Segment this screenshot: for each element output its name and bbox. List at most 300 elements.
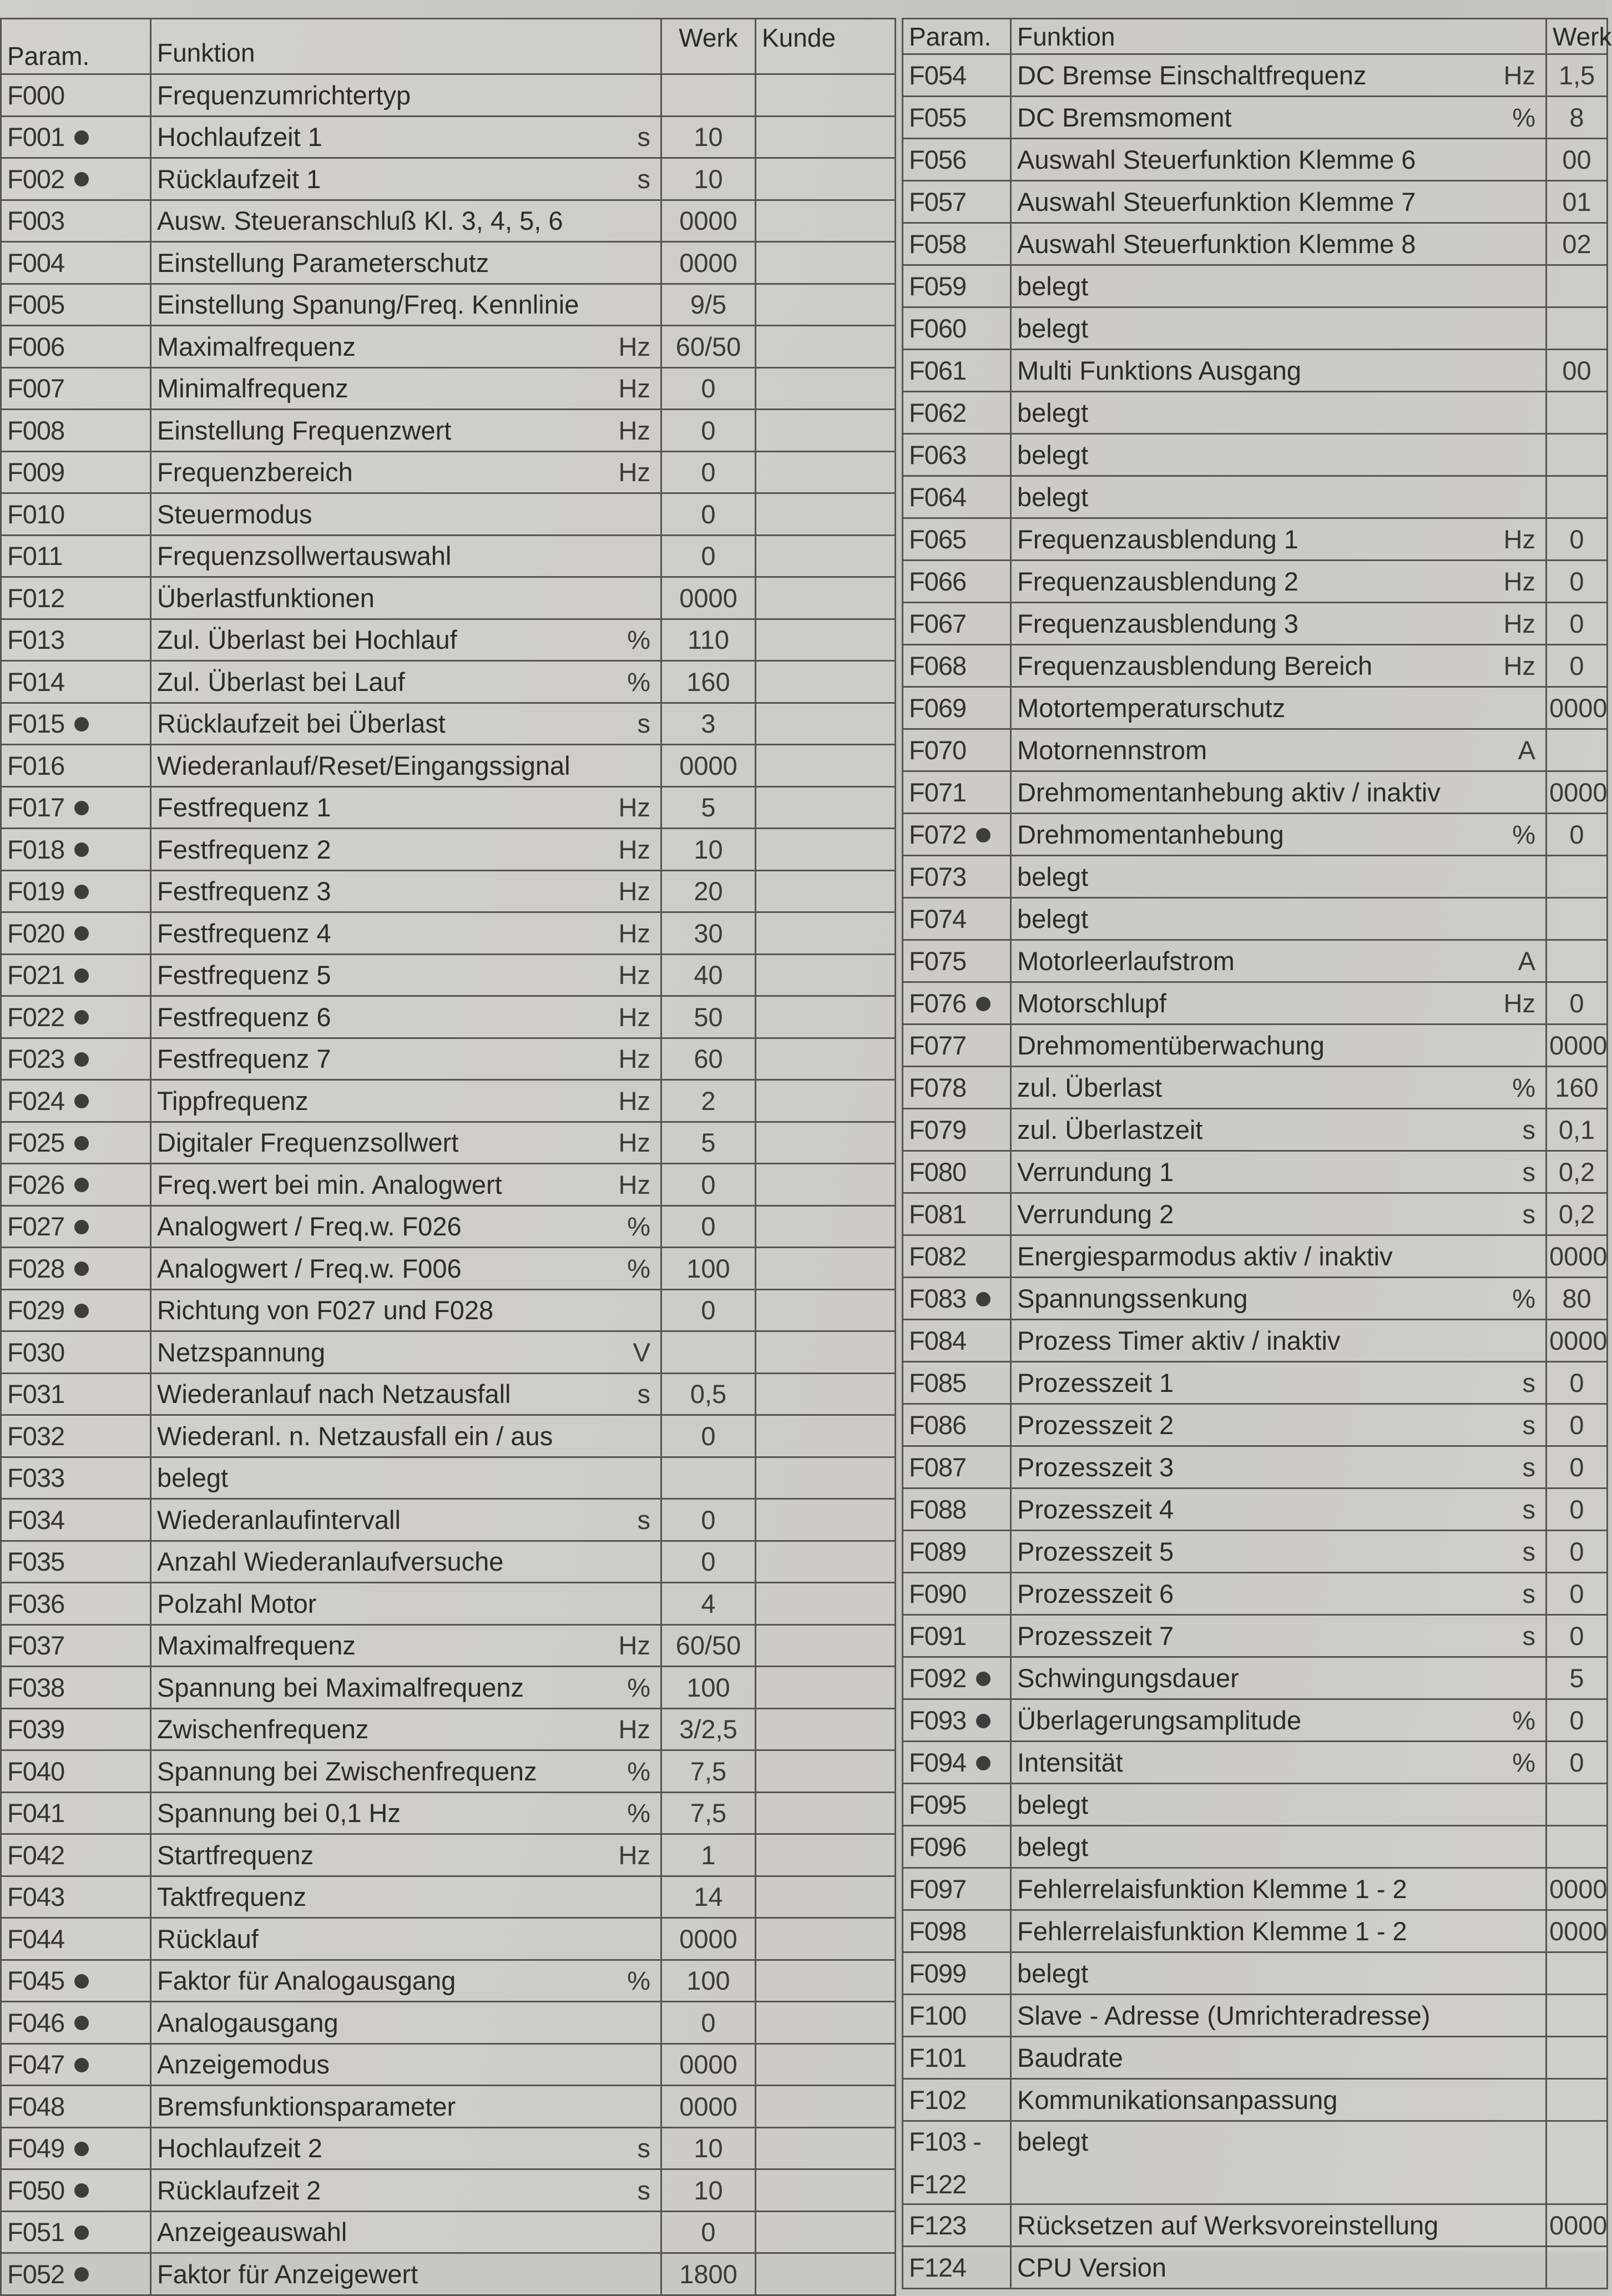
param-code: F019 <box>7 876 65 906</box>
funktion-label: Einstellung Frequenzwert <box>157 415 452 445</box>
funktion-cell <box>151 1918 661 1960</box>
param-code: F010 <box>7 499 65 529</box>
unit-label: Hz <box>618 834 650 864</box>
funktion-label: Slave - Adresse (Umrichteradresse) <box>1017 2001 1431 2030</box>
funktion-label: Auswahl Steuerfunktion Klemme 8 <box>1017 229 1416 259</box>
param-cell <box>1 1834 151 1876</box>
werk-value: 0000 <box>1547 1025 1608 1067</box>
werk-value: 4 <box>661 1583 756 1625</box>
funktion-cell <box>151 661 661 703</box>
funktion-cell <box>151 493 661 536</box>
werk-value: 5 <box>1547 1657 1608 1699</box>
kunde-value <box>756 996 896 1038</box>
werk-value: 5 <box>661 786 756 829</box>
funktion-label: belegt <box>1017 398 1089 427</box>
funktion-label: Schwingungsdauer <box>1017 1663 1239 1693</box>
param-code: F092 <box>909 1663 967 1693</box>
param-cell <box>903 54 1011 97</box>
unit-label: V <box>633 1337 650 1367</box>
param-cell <box>1 1457 151 1499</box>
table-row <box>903 1320 1608 1362</box>
unit-label: % <box>627 1212 650 1242</box>
funktion-label: Faktor für Anzeigewert <box>157 2259 418 2289</box>
param-cell <box>903 1278 1011 1320</box>
param-code: F008 <box>7 415 65 445</box>
unit-label: Hz <box>618 415 650 445</box>
werk-value: 0000 <box>661 200 756 242</box>
param-code: F014 <box>7 667 65 697</box>
funktion-cell <box>1011 97 1547 139</box>
unit-label: Hz <box>1503 651 1535 680</box>
funktion-cell <box>151 2086 661 2128</box>
param-cell <box>903 307 1011 350</box>
werk-value: 00 <box>1547 139 1608 181</box>
param-cell <box>903 1995 1011 2037</box>
werk-value: 20 <box>661 870 756 912</box>
unit-label: Hz <box>618 918 650 948</box>
werk-value: 0000 <box>661 242 756 284</box>
right-parameter-sheet <box>902 18 1612 2282</box>
werk-value: 7,5 <box>661 1792 756 1834</box>
unit-label: s <box>637 164 650 194</box>
table-row <box>903 2204 1608 2247</box>
unit-label: s <box>637 1505 650 1535</box>
werk-value: 0,2 <box>1547 1193 1608 1235</box>
param-cell <box>903 603 1011 645</box>
kunde-value <box>756 1373 896 1415</box>
funktion-cell <box>151 116 661 158</box>
werk-value: 00 <box>1547 350 1608 392</box>
unit-label: s <box>637 2133 650 2163</box>
werk-value: 0 <box>1547 1573 1608 1615</box>
table-row <box>903 1995 1608 2037</box>
werk-value: 0 <box>661 535 756 577</box>
param-cell <box>1 493 151 536</box>
funktion-cell <box>1011 1404 1547 1446</box>
table-row <box>1 1960 896 2002</box>
param-code: F123 <box>909 2211 967 2240</box>
kunde-value <box>756 284 896 326</box>
funktion-label: Motorleerlaufstrom <box>1017 946 1235 976</box>
unit-label: Hz <box>618 1169 650 1199</box>
funktion-cell <box>151 2043 661 2086</box>
unit-label: s <box>1522 1368 1535 1397</box>
unit-label: Hz <box>618 1002 650 1032</box>
param-code: F031 <box>7 1379 65 1409</box>
funktion-cell <box>1011 1573 1547 1615</box>
param-code: F088 <box>909 1495 967 1524</box>
param-cell <box>1 2253 151 2295</box>
werk-value <box>661 74 756 117</box>
kunde-value <box>756 367 896 410</box>
funktion-label: Hochlaufzeit 1 <box>157 122 322 152</box>
param-code: F026 <box>7 1169 65 1199</box>
unit-label: s <box>1522 1537 1535 1566</box>
funktion-label: Überlastfunktionen <box>157 583 375 613</box>
funktion-label: DC Bremse Einschaltfrequenz <box>1017 60 1367 90</box>
werk-value: 0 <box>1547 1699 1608 1742</box>
funktion-cell <box>151 1583 661 1625</box>
param-cell <box>1 954 151 996</box>
werk-value <box>1547 307 1608 350</box>
param-code: F055 <box>909 103 967 132</box>
funktion-label: Multi Funktions Ausgang <box>1017 356 1302 385</box>
werk-value: 02 <box>1547 223 1608 265</box>
unit-label: Hz <box>618 1086 650 1116</box>
unit-label: % <box>627 625 650 655</box>
table-row <box>903 645 1608 687</box>
table-row <box>1 996 896 1038</box>
param-cell <box>1 619 151 661</box>
param-code: F067 <box>909 609 967 638</box>
table-row <box>1 200 896 242</box>
werk-value: 30 <box>661 912 756 955</box>
param-code: F006 <box>7 331 65 361</box>
funktion-cell <box>1011 561 1547 603</box>
werk-value: 60/50 <box>661 326 756 368</box>
param-code: F084 <box>909 1326 967 1355</box>
funktion-label: Wiederanlaufintervall <box>157 1505 401 1535</box>
funktion-cell <box>1011 1699 1547 1742</box>
param-code: F056 <box>909 145 967 174</box>
unit-label: Hz <box>618 1714 650 1744</box>
werk-value <box>1547 392 1608 434</box>
funktion-cell <box>151 2253 661 2295</box>
funktion-cell <box>1011 518 1547 561</box>
funktion-cell <box>1011 1531 1547 1573</box>
funktion-label: Faktor für Analogausgang <box>157 1966 456 1996</box>
funktion-label: Spannung bei Maximalfrequenz <box>157 1672 524 1702</box>
table-row <box>1 367 896 410</box>
werk-value: 60 <box>661 1038 756 1080</box>
table-row <box>903 434 1608 476</box>
bullet-dot-icon <box>74 1304 89 1318</box>
werk-value: 2 <box>661 1080 756 1122</box>
param-cell <box>903 1320 1011 1362</box>
kunde-value <box>756 493 896 536</box>
param-code: F076 <box>909 988 967 1018</box>
unit-label: Hz <box>618 1840 650 1870</box>
table-row <box>903 1699 1608 1742</box>
funktion-label: Polzahl Motor <box>157 1588 317 1618</box>
funktion-label: Spannungssenkung <box>1017 1284 1248 1313</box>
param-code: F039 <box>7 1714 65 1744</box>
funktion-label: Analogwert / Freq.w. F006 <box>157 1253 462 1283</box>
kunde-value <box>756 954 896 996</box>
werk-value <box>1547 856 1608 898</box>
funktion-cell <box>1011 307 1547 350</box>
kunde-value <box>756 745 896 787</box>
funktion-cell <box>151 954 661 996</box>
werk-value: 0000 <box>661 1918 756 1960</box>
funktion-label: Prozesszeit 4 <box>1017 1495 1174 1524</box>
param-cell <box>1 158 151 200</box>
kunde-value <box>756 1164 896 1206</box>
werk-value: 0 <box>1547 518 1608 561</box>
funktion-label: Fehlerrelaisfunktion Klemme 1 - 2 <box>1017 1874 1407 1904</box>
bullet-dot-icon <box>74 717 89 731</box>
funktion-label: belegt <box>1017 482 1089 512</box>
param-code: F080 <box>909 1157 967 1187</box>
param-cell <box>1 912 151 955</box>
funktion-label: CPU Version <box>1017 2253 1167 2282</box>
funktion-label: Anzeigemodus <box>157 2050 330 2080</box>
param-code: F042 <box>7 1840 65 1870</box>
bullet-dot-icon <box>976 1756 991 1770</box>
kunde-value <box>756 116 896 158</box>
unit-label: % <box>627 667 650 697</box>
unit-label: s <box>637 2175 650 2205</box>
param-cell <box>1 284 151 326</box>
table-row <box>903 1109 1608 1151</box>
funktion-label: Motornennstrom <box>1017 735 1207 765</box>
param-code: F041 <box>7 1798 65 1828</box>
table-row <box>1 1080 896 1122</box>
param-code: F013 <box>7 625 65 655</box>
table-row <box>1 661 896 703</box>
bullet-dot-icon <box>976 1714 991 1728</box>
funktion-label: Rücksetzen auf Werksvoreinstellung <box>1017 2211 1439 2240</box>
werk-value: 10 <box>661 158 756 200</box>
werk-value: 100 <box>661 1960 756 2002</box>
werk-value: 160 <box>1547 1067 1608 1109</box>
param-cell <box>903 223 1011 265</box>
param-code: F027 <box>7 1212 65 1242</box>
funktion-label: Taktfrequenz <box>157 1882 307 1912</box>
funktion-label: Energiesparmodus aktiv / inaktiv <box>1017 1242 1393 1271</box>
param-cell <box>1 2169 151 2212</box>
werk-value: 0 <box>1547 1362 1608 1404</box>
funktion-label: Drehmomentüberwachung <box>1017 1031 1325 1060</box>
funktion-cell <box>1011 1067 1547 1109</box>
param-code-end: F122 <box>909 2169 967 2199</box>
werk-value: 0 <box>661 1205 756 1248</box>
unit-label: s <box>1522 1199 1535 1229</box>
funktion-cell <box>1011 350 1547 392</box>
funktion-cell <box>151 200 661 242</box>
werk-value: 10 <box>661 2127 756 2169</box>
table-row <box>903 1657 1608 1699</box>
param-cell <box>903 814 1011 856</box>
param-cell <box>903 2204 1011 2247</box>
werk-value: 3 <box>661 703 756 745</box>
header-kunde: Kunde <box>756 19 896 74</box>
table-row <box>903 1784 1608 1826</box>
param-cell <box>1 870 151 912</box>
kunde-value <box>756 1122 896 1164</box>
bullet-dot-icon <box>74 885 89 899</box>
funktion-cell <box>151 1541 661 1583</box>
param-cell <box>903 1826 1011 1868</box>
param-cell <box>1 1205 151 1248</box>
param-code: F091 <box>909 1621 967 1651</box>
param-code: F081 <box>909 1199 967 1229</box>
werk-value: 0000 <box>1547 2204 1608 2247</box>
table-row <box>1 786 896 829</box>
kunde-value <box>756 829 896 871</box>
werk-value: 50 <box>661 996 756 1038</box>
param-cell <box>903 350 1011 392</box>
param-code: F003 <box>7 206 65 236</box>
funktion-label: Netzspannung <box>157 1337 326 1367</box>
param-cell <box>1 786 151 829</box>
param-code: F065 <box>909 524 967 554</box>
funktion-cell <box>151 1331 661 1374</box>
table-row <box>903 1531 1608 1573</box>
table-row <box>1 1415 896 1457</box>
param-code: F016 <box>7 750 65 780</box>
funktion-label: Wiederanlauf/Reset/Eingangssignal <box>157 750 570 780</box>
param-cell <box>903 1531 1011 1573</box>
kunde-value <box>756 870 896 912</box>
param-code: F057 <box>909 187 967 216</box>
param-cell <box>1 2086 151 2128</box>
table-row <box>903 771 1608 814</box>
param-code: F049 <box>7 2133 65 2163</box>
param-code: F044 <box>7 1924 65 1954</box>
funktion-cell <box>1011 645 1547 687</box>
left-parameter-table <box>0 18 896 2296</box>
kunde-value <box>756 1708 896 1750</box>
funktion-label: Spannung bei Zwischenfrequenz <box>157 1756 537 1786</box>
param-code: F099 <box>909 1959 967 1988</box>
werk-value: 110 <box>661 619 756 661</box>
param-code: F007 <box>7 374 65 403</box>
table-row <box>1 284 896 326</box>
funktion-label: Wiederanl. n. Netzausfall ein / aus <box>157 1421 553 1451</box>
param-code: F075 <box>909 946 967 976</box>
funktion-label: Verrundung 1 <box>1017 1157 1174 1187</box>
table-row <box>1 2253 896 2295</box>
funktion-cell <box>1011 2037 1547 2079</box>
funktion-label: Prozesszeit 5 <box>1017 1537 1174 1566</box>
table-row <box>1 451 896 493</box>
funktion-label: Auswahl Steuerfunktion Klemme 6 <box>1017 145 1416 174</box>
param-cell <box>903 1488 1011 1531</box>
kunde-value <box>756 1541 896 1583</box>
funktion-cell <box>1011 265 1547 307</box>
param-code: F058 <box>909 229 967 259</box>
werk-value: 0 <box>1547 1488 1608 1531</box>
param-cell <box>1 2043 151 2086</box>
table-row <box>903 2037 1608 2079</box>
funktion-cell <box>1011 1995 1547 2037</box>
param-cell <box>903 1742 1011 1784</box>
param-cell <box>903 2121 1011 2204</box>
werk-value <box>1547 1995 1608 2037</box>
param-cell <box>903 139 1011 181</box>
werk-value: 0 <box>1547 561 1608 603</box>
funktion-cell <box>1011 181 1547 223</box>
kunde-value <box>756 410 896 452</box>
table-header-row <box>903 19 1608 54</box>
table-row <box>903 1573 1608 1615</box>
kunde-value <box>756 1918 896 1960</box>
funktion-cell <box>1011 1742 1547 1784</box>
param-cell <box>1 1750 151 1793</box>
funktion-cell <box>1011 1488 1547 1531</box>
funktion-label: belegt <box>1017 1790 1089 1819</box>
funktion-cell <box>151 1457 661 1499</box>
param-code: F015 <box>7 709 65 739</box>
werk-value: 0 <box>1547 814 1608 856</box>
bullet-dot-icon <box>74 1974 89 1989</box>
unit-label: % <box>1512 820 1535 849</box>
param-cell <box>1 1708 151 1750</box>
werk-value: 0 <box>1547 1446 1608 1488</box>
funktion-cell <box>1011 982 1547 1025</box>
param-code: F072 <box>909 820 967 849</box>
kunde-value <box>756 912 896 955</box>
kunde-value <box>756 1792 896 1834</box>
werk-value: 3/2,5 <box>661 1708 756 1750</box>
param-cell <box>903 940 1011 982</box>
werk-value: 0 <box>661 1164 756 1206</box>
werk-value: 0000 <box>661 2086 756 2128</box>
werk-value: 0 <box>661 1499 756 1541</box>
param-cell <box>1 996 151 1038</box>
table-row <box>1 1248 896 1290</box>
funktion-cell <box>151 829 661 871</box>
param-cell <box>903 1784 1011 1826</box>
kunde-value <box>756 2169 896 2212</box>
werk-value <box>1547 2121 1608 2204</box>
kunde-value <box>756 1248 896 1290</box>
param-code: F059 <box>909 271 967 301</box>
werk-value <box>1547 265 1608 307</box>
param-cell <box>1 1122 151 1164</box>
bullet-dot-icon <box>74 1220 89 1234</box>
param-cell <box>1 116 151 158</box>
funktion-label: Prozesszeit 6 <box>1017 1579 1174 1608</box>
funktion-label: Prozesszeit 2 <box>1017 1410 1174 1440</box>
table-row <box>1 2002 896 2044</box>
funktion-cell <box>1011 1657 1547 1699</box>
werk-value: 0 <box>661 451 756 493</box>
unit-label: Hz <box>618 374 650 403</box>
table-row <box>903 223 1608 265</box>
param-code: F061 <box>909 356 967 385</box>
param-code: F046 <box>7 2007 65 2037</box>
werk-value: 01 <box>1547 181 1608 223</box>
param-cell <box>1 829 151 871</box>
table-row <box>903 181 1608 223</box>
funktion-label: Frequenzbereich <box>157 457 353 487</box>
kunde-value <box>756 200 896 242</box>
table-row <box>903 139 1608 181</box>
param-code: F085 <box>909 1368 967 1397</box>
param-code: F024 <box>7 1086 65 1116</box>
kunde-value <box>756 1205 896 1248</box>
bullet-dot-icon <box>74 968 89 983</box>
funktion-label: Rücklaufzeit 2 <box>157 2175 321 2205</box>
param-cell <box>903 771 1011 814</box>
param-cell <box>1 410 151 452</box>
funktion-cell <box>151 1792 661 1834</box>
table-row <box>1 1708 896 1750</box>
funktion-label: Ausw. Steueranschluß Kl. 3, 4, 5, 6 <box>157 206 563 236</box>
param-cell <box>1 1876 151 1918</box>
table-row <box>903 1446 1608 1488</box>
table-row <box>903 1278 1608 1320</box>
unit-label: A <box>1518 946 1535 976</box>
param-code: F048 <box>7 2091 65 2121</box>
werk-value: 60/50 <box>661 1624 756 1667</box>
funktion-label: Maximalfrequenz <box>157 1631 356 1661</box>
param-cell <box>903 181 1011 223</box>
funktion-label: Richtung von F027 und F028 <box>157 1295 494 1325</box>
param-cell <box>903 434 1011 476</box>
